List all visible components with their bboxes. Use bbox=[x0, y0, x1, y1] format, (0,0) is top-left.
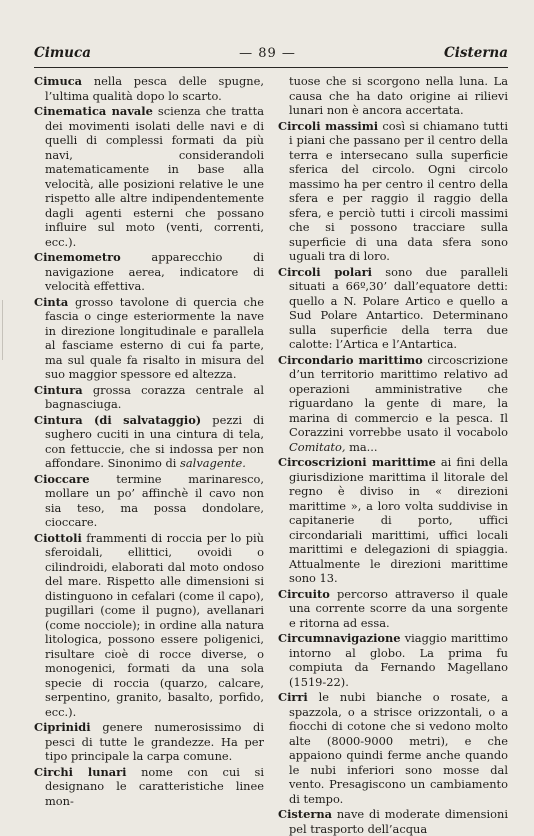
dictionary-entry bbox=[278, 455, 508, 586]
two-column-body bbox=[34, 74, 509, 836]
dictionary-entry bbox=[278, 74, 508, 118]
right-column bbox=[278, 74, 509, 836]
entry-term: Circoscrizioni marittime bbox=[278, 455, 436, 469]
dictionary-entry bbox=[278, 265, 508, 352]
dictionary-entry bbox=[34, 413, 264, 471]
entry-definition: ai fini della giurisdizione marittima il litorale del regno è diviso in « direzioni marittime », a loro volta suddivise in capitanerie di porto, uffici circondariali marittimi, uffici locali marittimi e delegazioni di spiaggia. Attualmente le direzioni marittime sono 13. bbox=[289, 455, 509, 585]
entry-definition: nave di moderate dimensioni pel trasporto dell’acqua bbox=[289, 807, 508, 836]
entry-definition: genere numerosissimo di pesci di tutte le grandezze. Ha per tipo principale la carpa comune. bbox=[45, 720, 264, 763]
dictionary-entry bbox=[278, 807, 508, 836]
running-header bbox=[34, 42, 508, 68]
dictionary-entry bbox=[278, 353, 508, 455]
entry-definition: scienza che tratta dei movimenti isolati delle navi e di quelli di complessi formati da più navi, considerandoli matematicamente in base alla velocità, alle posizioni relative le une rispetto alle altre indipendentemente dagli agenti esterni che possano influire sul moto (venti, correnti, ecc.). bbox=[45, 104, 264, 249]
entry-definition: viaggio marittimo intorno al globo. La prima fu compiuta da Fernando Magellano (1519-22). bbox=[289, 631, 508, 689]
entry-definition: grosso tavolone di quercia che fascia o cinge esteriormente la nave in direzione longitudinale e parallela al fasciame esterno di cui fa parte, ma sul quale fa risalto in misura del suo maggior spessore ed altezza. bbox=[45, 294, 264, 381]
entry-definition: grossa corazza centrale al bagnasciuga. bbox=[45, 382, 264, 411]
entry-definition: nome con cui si designano le caratteristiche linee mon- bbox=[45, 764, 264, 808]
dictionary-entry bbox=[34, 295, 264, 382]
entry-italic-word: salvagente. bbox=[180, 456, 246, 470]
dictionary-entry bbox=[34, 104, 264, 249]
entry-definition: termine marinaresco, mollare un po’ affinchè il cavo non sia teso, ma possa dondolare, cioccare. bbox=[45, 471, 264, 529]
entry-term: Circuito bbox=[278, 586, 330, 601]
dictionary-entry bbox=[34, 472, 264, 530]
entry-term: Cisterna bbox=[278, 807, 332, 821]
dictionary-entry bbox=[34, 250, 264, 294]
page-fold-mark bbox=[2, 300, 3, 360]
entry-term: Cimuca bbox=[34, 74, 83, 88]
entry-term: Cintura (di salvataggio) bbox=[34, 412, 202, 427]
entry-definition: percorso attraverso il quale una corrente scorre da una sorgente e ritorna ad essa. bbox=[289, 586, 508, 630]
page-number: — 89 — bbox=[239, 45, 296, 61]
entry-definition: le nubi bianche o rosate, a spazzola, o a strisce orizzontali, o a fiocchi di cotone che si vedono molto alte (8000-9000 metri), e che appaiono quindi ferme anche quando le nubi inferiori sono mosse dal vento. Presagiscono un cambiamento di tempo. bbox=[289, 690, 508, 806]
entry-definition: tuose che si scorgono nella luna. La causa che ha dato origine ai rilievi lunari non è ancora accertata. bbox=[289, 74, 508, 117]
entry-definition: nella pesca delle spugne, l’ultima qualità dopo lo scarto. bbox=[45, 74, 264, 103]
entry-term: Cioccare bbox=[34, 471, 90, 486]
dictionary-entry bbox=[34, 765, 264, 809]
entry-term: Circoli massimi bbox=[278, 118, 379, 133]
dictionary-entry bbox=[278, 587, 508, 631]
entry-term: Cirri bbox=[278, 690, 308, 704]
dictionary-entry bbox=[278, 119, 508, 264]
entry-term: Circhi lunari bbox=[34, 764, 127, 779]
entry-term: Cinematica navale bbox=[34, 104, 153, 118]
dictionary-entry bbox=[278, 631, 508, 689]
entry-definition: così si chiamano tutti i piani che passano per il centro della terra e intersecano sulla superficie sferica del circolo. Ogni circolo massimo ha per centro il centro della sfera e per raggio il raggio della sfera, e perciò tutti i circoli massimi che si possono tracciare sulla superficie di una data sfera sono uguali tra di loro. bbox=[289, 118, 508, 263]
header-last-term: Cisterna bbox=[444, 45, 508, 61]
dictionary-entry bbox=[278, 690, 508, 806]
entry-definition: apparecchio di navigazione aerea, indicatore di velocità effettiva. bbox=[45, 250, 264, 293]
entry-definition: frammenti di roccia per lo più sferoidali, ellittici, ovoidi o cilindroidi, elaborati dal moto ondoso del mare. Rispetto alle dimensioni si distinguono in cefalari (come il capo), pugillari (come il pugno), avellanari (come nocciole); in ordine alla natura litologica, possono essere poligenici, risultare cioè di rocce diverse, o monogenici, formati da una sola specie di roccia (quarzo, calcare, serpentino, granito, basalto, porfido, ecc.). bbox=[45, 530, 264, 719]
left-column bbox=[34, 74, 265, 808]
entry-definition: pezzi di sughero cuciti in una cintura di tela, con fettuccie, che si indossa per non affondare. Sinonimo di bbox=[45, 412, 265, 470]
entry-definition-tail: ma... bbox=[345, 439, 378, 454]
entry-definition: circoscrizione d’un territorio marittimo relativo ad operazioni amministrative che riguardano la gente di mare, la marina di commercio e la pesca. Il Corazzini vorrebbe usato il vocabolo bbox=[289, 352, 508, 439]
entry-italic-word: Comitato, bbox=[289, 439, 346, 454]
dictionary-entry bbox=[34, 383, 264, 412]
dictionary-entry bbox=[34, 720, 264, 764]
entry-term: Circumnavigazione bbox=[278, 631, 401, 645]
header-first-term: Cimuca bbox=[34, 45, 91, 61]
entry-term: Circondario marittimo bbox=[278, 352, 423, 367]
entry-term: Cintura bbox=[34, 382, 83, 397]
entry-term: Cinta bbox=[34, 294, 69, 309]
dictionary-entry bbox=[34, 74, 264, 103]
entry-term: Circoli polari bbox=[278, 264, 372, 279]
entry-definition: sono due paralleli situati a 66º,30’ dall’equatore detti: quello a N. Polare Artico e quello a Sud Polare Antartico. Determinano sulla superficie della terra due calotte: l’Artica e l’Antartica. bbox=[289, 264, 508, 351]
entry-term: Ciprinidi bbox=[34, 720, 91, 734]
entry-term: Ciottoli bbox=[34, 530, 82, 545]
entry-term: Cinemometro bbox=[34, 250, 121, 264]
dictionary-entry bbox=[34, 531, 264, 720]
